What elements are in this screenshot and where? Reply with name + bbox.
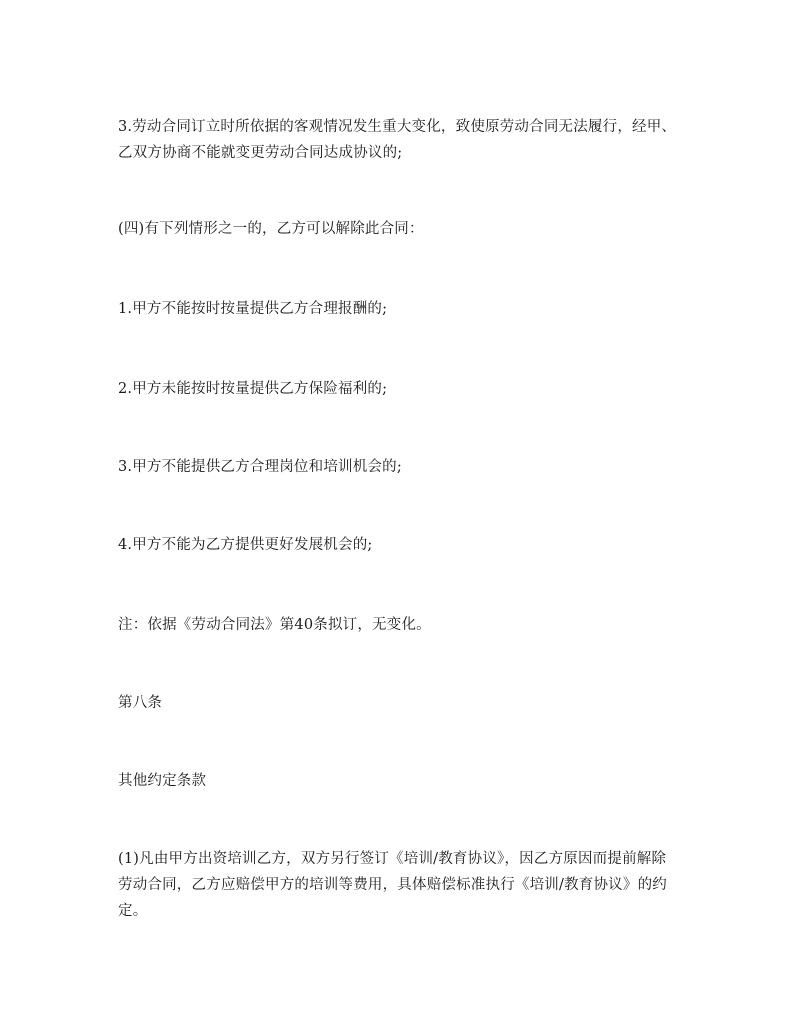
paragraph-note: 注：依据《劳动合同法》第40条拟订，无变化。 (118, 617, 431, 633)
article-8-heading: 第八条 (118, 695, 163, 711)
paragraph-item-4: 4.甲方不能为乙方提供更好发展机会的; (118, 537, 373, 553)
paragraph-training-clause: (1)凡由甲方出资培训乙方，双方另行签订《培训/教育协议》，因乙方原因而提前解除劳动合同，乙方应赔偿甲方的培训等费用，具体赔偿标准执行《培训/教育协议》的约定。 (118, 851, 667, 919)
paragraph-clause-3-objective-change: 3.劳动合同订立时所依据的客观情况发生重大变化，致使原劳动合同无法履行，经甲、乙双方协商不能就变更劳动合同达成协议的; (118, 119, 677, 161)
paragraph-item-1: 1.甲方不能按时按量提供乙方合理报酬的; (118, 301, 388, 317)
paragraph-section-4-heading: (四)有下列情形之一的，乙方可以解除此合同： (118, 221, 424, 237)
other-terms-heading: 其他约定条款 (118, 773, 207, 789)
paragraph-item-3: 3.甲方不能提供乙方合理岗位和培训机会的; (118, 459, 402, 475)
paragraph-item-2: 2.甲方未能按时按量提供乙方保险福利的; (118, 381, 388, 397)
